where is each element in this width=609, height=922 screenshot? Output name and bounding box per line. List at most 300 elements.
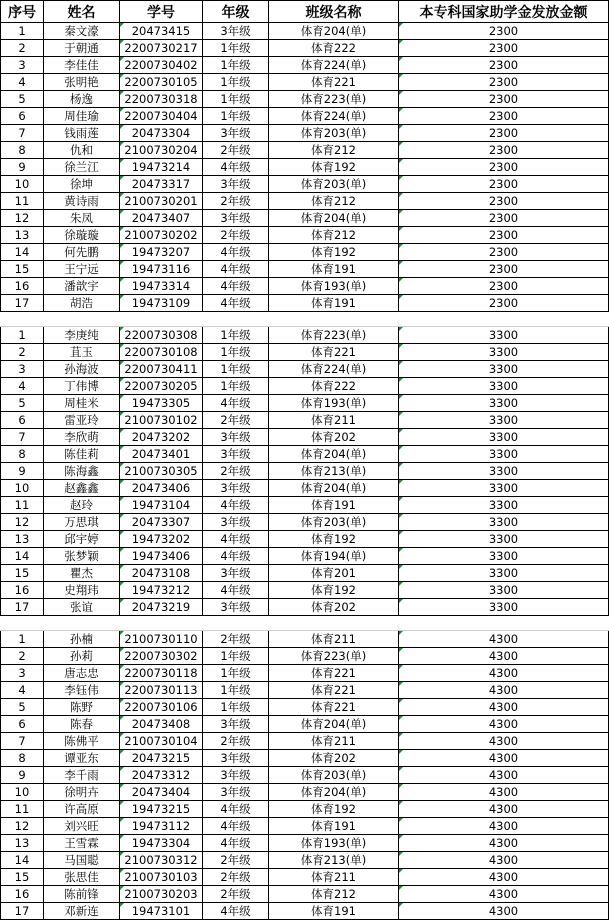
cell-class: 体育204(单): [269, 784, 399, 801]
cell-student-id: 2200730402: [120, 57, 203, 74]
table-row: [1, 818, 609, 835]
cell-index: 8: [1, 446, 44, 463]
cell-amount: 3300: [399, 497, 609, 514]
cell-grade: 1年级: [203, 648, 269, 665]
cell-grade: 4年级: [203, 801, 269, 818]
cell-name: 黄诗雨: [44, 193, 120, 210]
table-row: [1, 733, 609, 750]
table-row: [1, 903, 609, 920]
cell-class: 体育191: [269, 497, 399, 514]
cell-amount: 2300: [399, 125, 609, 142]
empty-cell: [399, 312, 609, 327]
header-name: 姓名: [44, 1, 120, 23]
cell-student-id: 2200730205: [120, 378, 203, 395]
cell-student-id: 20473408: [120, 716, 203, 733]
cell-amount: 2300: [399, 74, 609, 91]
cell-grade: 4年级: [203, 582, 269, 599]
cell-class: 体育192: [269, 244, 399, 261]
cell-grade: 2年级: [203, 412, 269, 429]
cell-student-id: 19473202: [120, 531, 203, 548]
cell-amount: 3300: [399, 361, 609, 378]
cell-amount: 2300: [399, 193, 609, 210]
cell-grade: 3年级: [203, 480, 269, 497]
table-row: [1, 514, 609, 531]
cell-student-id: 19473406: [120, 548, 203, 565]
cell-amount: 4300: [399, 631, 609, 648]
table-row: [1, 565, 609, 582]
empty-cell: [203, 616, 269, 631]
cell-index: 9: [1, 463, 44, 480]
cell-class: 体育191: [269, 903, 399, 920]
cell-name: 孙楠: [44, 631, 120, 648]
table-row: [1, 395, 609, 412]
cell-name: 周桂米: [44, 395, 120, 412]
cell-grade: 2年级: [203, 631, 269, 648]
cell-grade: 2年级: [203, 463, 269, 480]
cell-student-id: 20473304: [120, 125, 203, 142]
table-row: [1, 378, 609, 395]
cell-index: 6: [1, 412, 44, 429]
cell-index: 12: [1, 514, 44, 531]
cell-index: 5: [1, 699, 44, 716]
cell-class: 体育224(单): [269, 361, 399, 378]
cell-student-id: 2200730411: [120, 361, 203, 378]
cell-amount: 2300: [399, 23, 609, 40]
table-row: [1, 716, 609, 733]
table-row: [1, 648, 609, 665]
cell-class: 体育204(单): [269, 480, 399, 497]
cell-index: 3: [1, 57, 44, 74]
cell-student-id: 20473219: [120, 599, 203, 616]
cell-index: 12: [1, 818, 44, 835]
cell-class: 体育204(单): [269, 446, 399, 463]
cell-grade: 3年级: [203, 750, 269, 767]
cell-class: 体育202: [269, 750, 399, 767]
cell-grade: 4年级: [203, 531, 269, 548]
cell-class: 体育204(单): [269, 716, 399, 733]
table-row: [1, 176, 609, 193]
cell-index: 1: [1, 23, 44, 40]
cell-index: 16: [1, 582, 44, 599]
cell-amount: 3300: [399, 480, 609, 497]
table-row: [1, 582, 609, 599]
cell-name: 邱宇婷: [44, 531, 120, 548]
table-row: [1, 767, 609, 784]
cell-index: 13: [1, 227, 44, 244]
cell-amount: 2300: [399, 261, 609, 278]
cell-name: 胡浩: [44, 295, 120, 312]
table-row: [1, 193, 609, 210]
cell-index: 11: [1, 801, 44, 818]
cell-student-id: 2100730110: [120, 631, 203, 648]
cell-amount: 3300: [399, 378, 609, 395]
cell-student-id: 2100730102: [120, 412, 203, 429]
cell-index: 8: [1, 142, 44, 159]
table-row: [1, 227, 609, 244]
empty-cell: [44, 616, 120, 631]
table-row: [1, 125, 609, 142]
cell-class: 体育212: [269, 886, 399, 903]
cell-amount: 4300: [399, 750, 609, 767]
table-row: [1, 784, 609, 801]
cell-class: 体育204(单): [269, 210, 399, 227]
table-body: [1, 23, 609, 920]
cell-student-id: 2100730103: [120, 869, 203, 886]
cell-grade: 1年级: [203, 665, 269, 682]
table-row: [1, 599, 609, 616]
cell-amount: 4300: [399, 682, 609, 699]
cell-student-id: 20473401: [120, 446, 203, 463]
table-row: [1, 327, 609, 344]
cell-class: 体育224(单): [269, 57, 399, 74]
cell-name: 李庚纯: [44, 327, 120, 344]
table-row: [1, 480, 609, 497]
cell-amount: 4300: [399, 818, 609, 835]
table-row: [1, 548, 609, 565]
cell-name: 陈佛平: [44, 733, 120, 750]
cell-index: 14: [1, 244, 44, 261]
cell-class: 体育222: [269, 378, 399, 395]
cell-grade: 2年级: [203, 193, 269, 210]
cell-student-id: 20473307: [120, 514, 203, 531]
table-row: [1, 57, 609, 74]
cell-class: 体育193(单): [269, 835, 399, 852]
cell-grade: 2年级: [203, 886, 269, 903]
cell-student-id: 2200730108: [120, 344, 203, 361]
cell-grade: 3年级: [203, 784, 269, 801]
cell-index: 7: [1, 733, 44, 750]
cell-class: 体育221: [269, 344, 399, 361]
cell-student-id: 19473101: [120, 903, 203, 920]
cell-student-id: 20473317: [120, 176, 203, 193]
cell-class: 体育221: [269, 665, 399, 682]
cell-grade: 4年级: [203, 903, 269, 920]
cell-amount: 3300: [399, 327, 609, 344]
cell-grade: 4年级: [203, 497, 269, 514]
table-row: [1, 869, 609, 886]
table-row: [1, 261, 609, 278]
cell-amount: 3300: [399, 429, 609, 446]
cell-class: 体育192: [269, 159, 399, 176]
cell-amount: 3300: [399, 514, 609, 531]
cell-student-id: 2200730105: [120, 74, 203, 91]
cell-class: 体育223(单): [269, 91, 399, 108]
cell-student-id: 20473404: [120, 784, 203, 801]
cell-name: 谭亚东: [44, 750, 120, 767]
cell-index: 12: [1, 210, 44, 227]
header-grade: 年级: [203, 1, 269, 23]
cell-class: 体育204(单): [269, 23, 399, 40]
cell-grade: 3年级: [203, 176, 269, 193]
cell-grade: 1年级: [203, 74, 269, 91]
cell-grade: 4年级: [203, 278, 269, 295]
cell-amount: 2300: [399, 210, 609, 227]
cell-index: 16: [1, 278, 44, 295]
cell-grade: 1年级: [203, 91, 269, 108]
empty-cell: [269, 616, 399, 631]
cell-grade: 3年级: [203, 446, 269, 463]
cell-class: 体育203(单): [269, 514, 399, 531]
table-row: [1, 665, 609, 682]
cell-index: 2: [1, 648, 44, 665]
empty-cell: [120, 616, 203, 631]
cell-grade: 4年级: [203, 395, 269, 412]
cell-name: 赵玲: [44, 497, 120, 514]
cell-class: 体育192: [269, 531, 399, 548]
cell-index: 15: [1, 565, 44, 582]
cell-student-id: 2100730104: [120, 733, 203, 750]
empty-cell: [120, 312, 203, 327]
cell-grade: 4年级: [203, 295, 269, 312]
cell-amount: 3300: [399, 599, 609, 616]
cell-amount: 3300: [399, 565, 609, 582]
cell-name: 徐兰江: [44, 159, 120, 176]
cell-name: 史翔玮: [44, 582, 120, 599]
cell-student-id: 2200730113: [120, 682, 203, 699]
cell-grade: 4年级: [203, 835, 269, 852]
cell-name: 张思佳: [44, 869, 120, 886]
table-row: [1, 244, 609, 261]
table-row: [1, 278, 609, 295]
cell-amount: 2300: [399, 40, 609, 57]
cell-name: 邓新连: [44, 903, 120, 920]
cell-amount: 2300: [399, 295, 609, 312]
cell-index: 6: [1, 108, 44, 125]
cell-amount: 2300: [399, 176, 609, 193]
cell-grade: 1年级: [203, 108, 269, 125]
cell-name: 万思琪: [44, 514, 120, 531]
cell-index: 10: [1, 480, 44, 497]
table-row: [1, 74, 609, 91]
cell-class: 体育212: [269, 227, 399, 244]
cell-name: 马国聪: [44, 852, 120, 869]
cell-index: 14: [1, 852, 44, 869]
cell-index: 2: [1, 344, 44, 361]
cell-student-id: 2200730308: [120, 327, 203, 344]
cell-student-id: 20473415: [120, 23, 203, 40]
cell-grade: 1年级: [203, 57, 269, 74]
cell-student-id: 20473406: [120, 480, 203, 497]
cell-name: 苴玉: [44, 344, 120, 361]
table-row: [1, 40, 609, 57]
table-row: [1, 210, 609, 227]
cell-amount: 4300: [399, 903, 609, 920]
cell-grade: 4年级: [203, 548, 269, 565]
cell-student-id: 19473215: [120, 801, 203, 818]
cell-name: 仇和: [44, 142, 120, 159]
table-row: [1, 159, 609, 176]
table-row: [1, 361, 609, 378]
empty-cell: [399, 616, 609, 631]
cell-name: 唐志忠: [44, 665, 120, 682]
cell-class: 体育213(单): [269, 463, 399, 480]
cell-student-id: 19473214: [120, 159, 203, 176]
cell-name: 于朝通: [44, 40, 120, 57]
header-amount: 本专科国家助学金发放金额: [399, 1, 609, 23]
cell-amount: 3300: [399, 395, 609, 412]
cell-amount: 4300: [399, 767, 609, 784]
empty-cell: [44, 312, 120, 327]
cell-amount: 2300: [399, 142, 609, 159]
cell-amount: 2300: [399, 244, 609, 261]
group-separator-row: [1, 616, 609, 631]
cell-grade: 1年级: [203, 344, 269, 361]
cell-name: 张明艳: [44, 74, 120, 91]
cell-student-id: 19473304: [120, 835, 203, 852]
cell-grade: 4年级: [203, 818, 269, 835]
cell-amount: 2300: [399, 108, 609, 125]
cell-amount: 4300: [399, 665, 609, 682]
cell-grade: 1年级: [203, 682, 269, 699]
cell-class: 体育191: [269, 818, 399, 835]
cell-amount: 2300: [399, 57, 609, 74]
cell-index: 2: [1, 40, 44, 57]
cell-name: 孙莉: [44, 648, 120, 665]
cell-index: 11: [1, 193, 44, 210]
cell-class: 体育223(单): [269, 327, 399, 344]
cell-class: 体育213(单): [269, 852, 399, 869]
cell-index: 9: [1, 159, 44, 176]
cell-grade: 3年级: [203, 23, 269, 40]
cell-grade: 3年级: [203, 716, 269, 733]
cell-grade: 3年级: [203, 429, 269, 446]
cell-amount: 4300: [399, 886, 609, 903]
cell-index: 16: [1, 886, 44, 903]
cell-student-id: 2100730312: [120, 852, 203, 869]
cell-amount: 2300: [399, 227, 609, 244]
cell-grade: 4年级: [203, 159, 269, 176]
table-row: [1, 750, 609, 767]
cell-grade: 2年级: [203, 733, 269, 750]
cell-grade: 2年级: [203, 142, 269, 159]
cell-class: 体育191: [269, 261, 399, 278]
cell-class: 体育203(单): [269, 767, 399, 784]
cell-name: 刘兴旺: [44, 818, 120, 835]
cell-index: 17: [1, 903, 44, 920]
cell-index: 7: [1, 125, 44, 142]
cell-amount: 4300: [399, 835, 609, 852]
cell-grade: 1年级: [203, 40, 269, 57]
cell-index: 17: [1, 295, 44, 312]
table-row: [1, 344, 609, 361]
table-row: [1, 835, 609, 852]
cell-name: 王雪霖: [44, 835, 120, 852]
table-row: [1, 108, 609, 125]
cell-index: 10: [1, 176, 44, 193]
table-row: [1, 463, 609, 480]
cell-class: 体育223(单): [269, 648, 399, 665]
cell-student-id: 19473112: [120, 818, 203, 835]
cell-name: 何先鹏: [44, 244, 120, 261]
cell-name: 张谊: [44, 599, 120, 616]
cell-index: 13: [1, 531, 44, 548]
cell-class: 体育211: [269, 869, 399, 886]
group-separator-row: [1, 312, 609, 327]
cell-class: 体育211: [269, 631, 399, 648]
cell-name: 瞿杰: [44, 565, 120, 582]
cell-class: 体育202: [269, 599, 399, 616]
cell-amount: 4300: [399, 733, 609, 750]
cell-class: 体育221: [269, 682, 399, 699]
cell-student-id: 20473312: [120, 767, 203, 784]
table-row: [1, 23, 609, 40]
cell-amount: 4300: [399, 869, 609, 886]
cell-student-id: 2200730106: [120, 699, 203, 716]
empty-cell: [1, 312, 44, 327]
cell-student-id: 2200730318: [120, 91, 203, 108]
cell-name: 赵鑫鑫: [44, 480, 120, 497]
cell-student-id: 2200730118: [120, 665, 203, 682]
cell-name: 杨逸: [44, 91, 120, 108]
cell-index: 15: [1, 261, 44, 278]
cell-class: 体育192: [269, 582, 399, 599]
table-row: [1, 886, 609, 903]
cell-name: 张梦颖: [44, 548, 120, 565]
cell-student-id: 19473104: [120, 497, 203, 514]
cell-student-id: 20473108: [120, 565, 203, 582]
cell-student-id: 19473116: [120, 261, 203, 278]
cell-name: 秦文濠: [44, 23, 120, 40]
cell-grade: 2年级: [203, 869, 269, 886]
cell-class: 体育224(单): [269, 108, 399, 125]
cell-class: 体育193(单): [269, 395, 399, 412]
cell-class: 体育192: [269, 801, 399, 818]
cell-name: 朱凤: [44, 210, 120, 227]
cell-index: 4: [1, 682, 44, 699]
header-class: 班级名称: [269, 1, 399, 23]
cell-amount: 3300: [399, 412, 609, 429]
cell-student-id: 2200730302: [120, 648, 203, 665]
cell-grade: 3年级: [203, 125, 269, 142]
cell-student-id: 2100730202: [120, 227, 203, 244]
cell-class: 体育202: [269, 429, 399, 446]
cell-index: 1: [1, 327, 44, 344]
cell-index: 17: [1, 599, 44, 616]
header-index: 序号: [1, 1, 44, 23]
empty-cell: [1, 616, 44, 631]
cell-index: 14: [1, 548, 44, 565]
cell-index: 13: [1, 835, 44, 852]
cell-grade: 3年级: [203, 210, 269, 227]
cell-grade: 1年级: [203, 327, 269, 344]
cell-index: 4: [1, 74, 44, 91]
header-student-id: 学号: [120, 1, 203, 23]
cell-grade: 1年级: [203, 699, 269, 716]
cell-grade: 1年级: [203, 361, 269, 378]
cell-index: 9: [1, 767, 44, 784]
cell-name: 王宁远: [44, 261, 120, 278]
table-row: [1, 801, 609, 818]
cell-index: 5: [1, 91, 44, 108]
cell-amount: 2300: [399, 91, 609, 108]
cell-amount: 3300: [399, 463, 609, 480]
cell-class: 体育203(单): [269, 125, 399, 142]
cell-index: 3: [1, 665, 44, 682]
cell-name: 潘歆宇: [44, 278, 120, 295]
table-row: [1, 852, 609, 869]
cell-amount: 3300: [399, 344, 609, 361]
cell-grade: 4年级: [203, 244, 269, 261]
cell-grade: 3年级: [203, 565, 269, 582]
cell-student-id: 19473314: [120, 278, 203, 295]
cell-student-id: 2100730203: [120, 886, 203, 903]
cell-amount: 3300: [399, 548, 609, 565]
cell-grade: 3年级: [203, 599, 269, 616]
cell-name: 李千雨: [44, 767, 120, 784]
cell-name: 陈春: [44, 716, 120, 733]
cell-name: 徐坤: [44, 176, 120, 193]
cell-index: 4: [1, 378, 44, 395]
